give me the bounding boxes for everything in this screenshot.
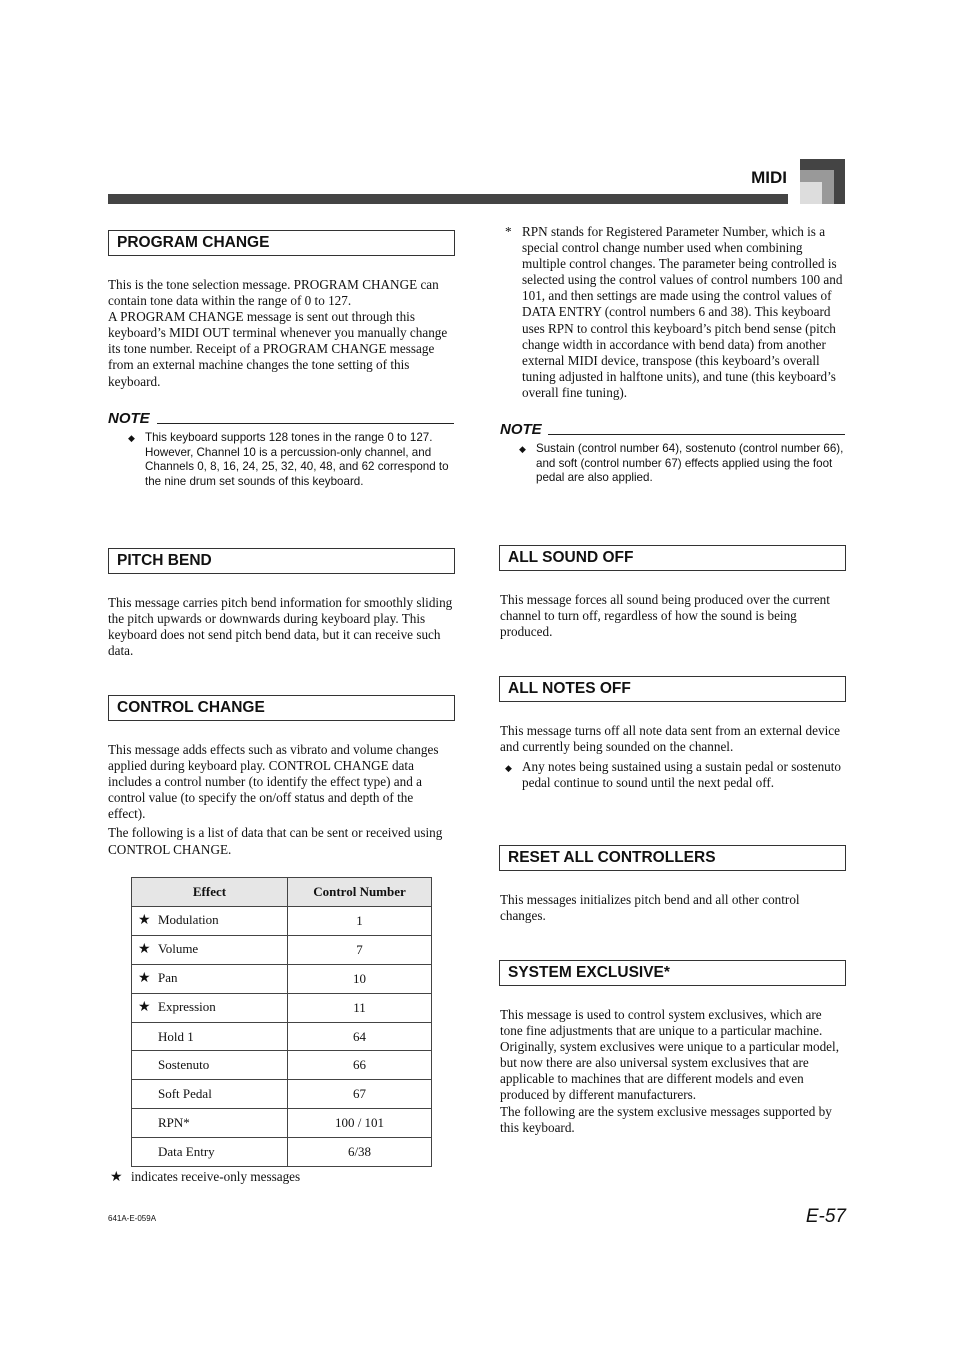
all-sound-off-body — [500, 592, 845, 640]
table-footnote-text: indicates receive-only messages — [131, 1169, 301, 1184]
note-item-text: This keyboard supports 128 tones in the range 0 to 127. However, Channel 10 is a percussion-only channel, and Channels 0, 8, 16, 24, 25, 32, 40, 48, and 62 correspond to the nine drum set sounds of this keyboard. — [145, 431, 449, 488]
system-exclusive-para-1: This message is used to control system exclusives, which are tone fine adjustments that are unique to a particular machine. Originally, system exclusives were unique to a particular model, but now there are also universal system exclusives that are applicable to machines that are different models and even produced by different manufacturers. — [500, 1007, 839, 1103]
star-icon: ★ — [138, 971, 151, 987]
table-header-row — [132, 878, 432, 907]
control-number-cell: 10 — [288, 964, 432, 993]
all-sound-off-heading: ALL SOUND OFF — [499, 545, 846, 571]
system-exclusive-heading: SYSTEM EXCLUSIVE* — [499, 960, 846, 986]
table-header-effect: Effect — [132, 878, 288, 907]
all-notes-off-bullet-text: Any notes being sustained using a sustain pedal or sostenuto pedal continue to sound until the next pedal off. — [522, 759, 842, 791]
effect-cell — [132, 993, 288, 1022]
effect-name: Volume — [158, 941, 199, 957]
note-item-left — [128, 431, 454, 489]
corner-tab-light — [800, 182, 822, 204]
system-exclusive-body — [500, 1007, 845, 1136]
effect-cell — [132, 1109, 288, 1138]
program-change-para-1: This is the tone selection message. PROGRAM CHANGE can contain tone data within the range of 0 to 127. — [108, 277, 439, 309]
table-row — [132, 935, 432, 964]
note-rule-left — [157, 423, 454, 424]
reset-all-controllers-para: This messages initializes pitch bend and all other control changes. — [500, 892, 800, 924]
asterisk-marker: * — [505, 224, 512, 239]
pitch-bend-para: This message carries pitch bend information for smoothly sliding the pitch upwards or downwards during keyboard play. This keyboard does not send pitch bend data, but it can receive such data. — [108, 595, 453, 659]
all-notes-off-body — [500, 723, 845, 791]
program-change-para-2: A PROGRAM CHANGE message is sent out through this keyboard’s MIDI OUT terminal whenever you manually change its tone number. Receipt of a PROGRAM CHANGE message from an external machine changes the tone setting of this keyboard. — [108, 309, 448, 389]
diamond-bullet-icon: ◆ — [505, 763, 512, 774]
effect-cell — [132, 907, 288, 936]
all-notes-off-heading: ALL NOTES OFF — [499, 676, 846, 702]
rpn-footnote-text: RPN stands for Registered Parameter Number, which is a special control change number used when combining multiple control changes. The parameter being controlled is selected using the control values of control numbers 100 and 101, and then settings are made using the control values of DATA ENTRY (control numbers 6 and 38). This keyboard uses RPN to control this keyboard’s pitch bend sense (pitch change width in accordance with bend data) from another external MIDI device, transpose (this keyboard’s overall tuning adjusted in halftone units), and tune (this keyboard’s overall fine tuning). — [522, 224, 843, 400]
control-change-para-1: This message adds effects such as vibrato and volume changes applied during keyboard play. CONTROL CHANGE data includes a control number (to identify the effect type) and a control value (to specify the on/off status and depth of the effect). — [108, 742, 439, 822]
effect-name: Modulation — [158, 912, 219, 928]
control-change-table — [131, 877, 432, 1167]
document-code: 641A-E-059A — [108, 1214, 157, 1223]
note-item-right — [519, 442, 845, 486]
table-row — [132, 964, 432, 993]
control-number-cell: 64 — [288, 1022, 432, 1051]
control-change-heading: CONTROL CHANGE — [108, 695, 455, 721]
reset-all-controllers-heading: RESET ALL CONTROLLERS — [499, 845, 846, 871]
star-icon: ★ — [138, 1000, 151, 1016]
table-header-control-number: Control Number — [288, 878, 432, 907]
effect-name: Pan — [158, 970, 178, 986]
star-icon: ★ — [110, 1170, 123, 1185]
effect-name: Data Entry — [158, 1144, 215, 1160]
program-change-heading: PROGRAM CHANGE — [108, 230, 455, 256]
note-heading-left: NOTE — [108, 410, 150, 427]
note-item-text: Sustain (control number 64), sostenuto (control number 66), and soft (control number 67) effects applied using the foot pedal are also applied. — [536, 442, 844, 484]
program-change-body — [108, 277, 458, 390]
page-number: E-57 — [805, 1206, 846, 1227]
reset-all-controllers-body — [500, 892, 845, 924]
section-title: MIDI — [751, 168, 787, 187]
diamond-bullet-icon: ◆ — [128, 433, 135, 443]
effect-cell — [132, 1022, 288, 1051]
control-change-body — [108, 742, 453, 858]
all-sound-off-para: This message forces all sound being produced over the current channel to turn off, regardless of how the sound is being produced. — [500, 592, 830, 640]
control-change-para-2: The following is a list of data that can be sent or received using CONTROL CHANGE. — [108, 825, 443, 857]
table-row — [132, 1080, 432, 1109]
table-footnote — [110, 1169, 440, 1186]
table-row — [132, 1051, 432, 1080]
table-row — [132, 993, 432, 1022]
effect-name: Soft Pedal — [158, 1086, 212, 1102]
effect-cell — [132, 1080, 288, 1109]
header-bar — [108, 194, 788, 204]
effect-name: Expression — [158, 999, 216, 1015]
pitch-bend-heading: PITCH BEND — [108, 548, 455, 574]
note-heading-right: NOTE — [500, 421, 542, 438]
rpn-footnote — [500, 224, 845, 401]
control-number-cell: 6/38 — [288, 1138, 432, 1167]
star-icon: ★ — [138, 913, 151, 929]
effect-cell — [132, 935, 288, 964]
effect-name: Hold 1 — [158, 1028, 194, 1044]
effect-name: Sostenuto — [158, 1057, 210, 1073]
table-row — [132, 1022, 432, 1051]
pitch-bend-body — [108, 595, 458, 659]
star-icon: ★ — [138, 942, 151, 958]
effect-cell — [132, 1051, 288, 1080]
control-number-cell: 66 — [288, 1051, 432, 1080]
effect-name: RPN* — [158, 1115, 190, 1131]
table-row — [132, 1138, 432, 1167]
control-number-cell: 7 — [288, 935, 432, 964]
table-row — [132, 907, 432, 936]
control-number-cell: 11 — [288, 993, 432, 1022]
all-notes-off-para: This message turns off all note data sent from an external device and currently being sounded on the channel. — [500, 723, 840, 755]
control-number-cell: 1 — [288, 907, 432, 936]
effect-cell — [132, 964, 288, 993]
control-number-cell: 100 / 101 — [288, 1109, 432, 1138]
table-row — [132, 1109, 432, 1138]
system-exclusive-para-2: The following are the system exclusive messages supported by this keyboard. — [500, 1103, 832, 1135]
all-notes-off-bullet — [500, 759, 845, 791]
diamond-bullet-icon: ◆ — [519, 444, 526, 454]
control-number-cell: 67 — [288, 1080, 432, 1109]
note-rule-right — [548, 434, 845, 435]
effect-cell — [132, 1138, 288, 1167]
